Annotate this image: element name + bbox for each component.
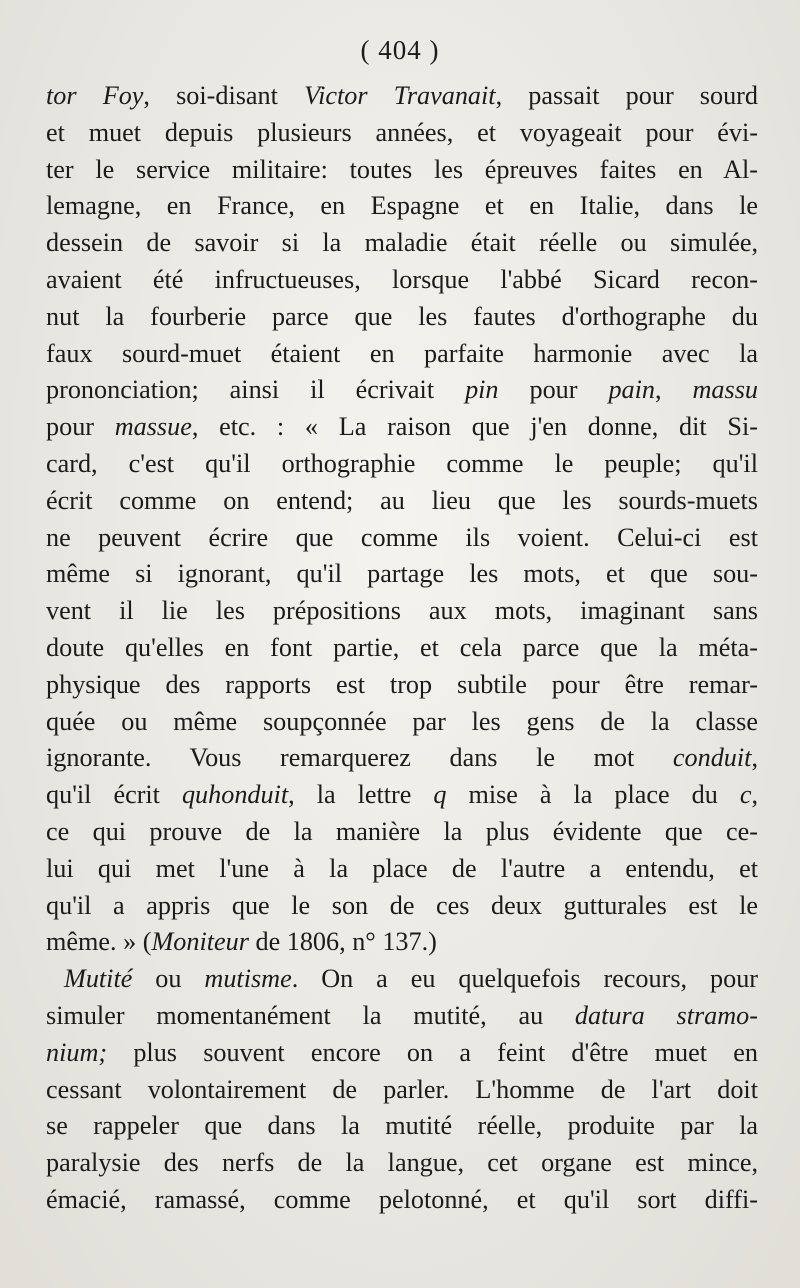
text-run: physique des rapports est trop subtile pour être remar-	[46, 669, 758, 699]
text-run: qu'il écrit	[46, 780, 182, 810]
text-run: pour	[498, 375, 609, 405]
text-line	[46, 409, 758, 446]
text-run: et muet depuis plusieurs années, et voyageait pour évi-	[46, 117, 758, 147]
text-run: , la lettre	[288, 780, 434, 810]
text-line	[46, 115, 758, 152]
text-run: cessant volontairement de parler. L'homme de l'art doit	[46, 1074, 758, 1104]
page-number: ( 404 )	[360, 35, 440, 65]
text-run: prononciation; ainsi il écrivait	[46, 375, 466, 405]
text-run: se rappeler que dans la mutité réelle, produite par la	[46, 1111, 758, 1141]
italic-text: massue	[114, 412, 192, 442]
text-run: mise à la place du	[446, 780, 740, 810]
text-run: doute qu'elles en font partie, et cela parce que la méta-	[46, 632, 758, 662]
text-run: paralysie des nerfs de la langue, cet organe est mince,	[46, 1148, 758, 1178]
text-run: qu'il a appris que le son de ces deux gutturales est le	[46, 890, 758, 920]
text-line	[46, 961, 758, 998]
italic-text: c	[739, 780, 752, 810]
text-run: , soi-disant	[143, 81, 305, 110]
text-line	[46, 630, 758, 667]
text-run: ,	[655, 375, 693, 405]
text-line	[46, 299, 758, 336]
italic-text: pin	[465, 375, 499, 405]
text-line	[46, 814, 758, 851]
text-run: , etc. : « La raison que j'en donne, dit Si-	[191, 412, 758, 442]
text-run: ignorante. Vous remarquerez dans le mot	[46, 743, 673, 773]
text-run: simuler momentanément la mutité, au	[46, 1000, 575, 1030]
text-line	[46, 188, 758, 225]
text-line	[46, 593, 758, 630]
text-line	[46, 924, 758, 961]
text-line	[46, 372, 758, 409]
text-run: ,	[751, 743, 758, 773]
text-run: ou	[132, 964, 205, 994]
text-run: vent il lie les prépositions aux mots, imaginant sans	[46, 596, 758, 626]
text-run: lui qui met l'une à la place de l'autre a entendu, et	[46, 853, 758, 883]
text-line	[46, 1072, 758, 1109]
text-run: quée ou même soupçonnée par les gens de la classe	[46, 706, 758, 736]
text-line	[46, 225, 758, 262]
text-run: ce qui prouve de la manière la plus évidente que ce-	[46, 816, 758, 846]
text-line	[46, 888, 758, 925]
text-run: . On a eu quelquefois recours, pour	[291, 964, 759, 994]
italic-text: pain	[608, 375, 656, 405]
text-line	[46, 152, 758, 189]
text-run: ne peuvent écrire que comme ils voient. Celui-ci est	[46, 522, 758, 552]
text-run: de 1806, n° 137.)	[248, 927, 437, 957]
text-line	[46, 1145, 758, 1182]
text-run: ter le service militaire: toutes les épreuves faites en Al-	[46, 154, 758, 184]
text-run: pour	[46, 412, 115, 442]
text-run: ,	[751, 780, 758, 810]
text-line	[46, 1108, 758, 1145]
italic-text: Victor Travanait	[304, 81, 496, 110]
text-run: plus souvent encore on a feint d'être muet en	[107, 1037, 758, 1067]
text-run: même. » (	[46, 927, 152, 957]
italic-text: conduit	[672, 743, 752, 773]
italic-text: quhonduit	[181, 780, 289, 810]
body-text	[46, 78, 758, 1219]
text-line	[46, 520, 758, 557]
italic-text: q	[433, 780, 447, 810]
text-line	[46, 1182, 758, 1219]
text-run: avaient été infructueuses, lorsque l'abbé Sicard recon-	[46, 264, 758, 294]
text-line	[46, 777, 758, 814]
text-run: lemagne, en France, en Espagne et en Italie, dans le	[46, 191, 758, 221]
text-run: écrit comme on entend; au lieu que les sourds-muets	[46, 485, 758, 515]
italic-text: tor Foy	[46, 81, 144, 110]
text-run: , passait pour sourd	[495, 81, 758, 110]
text-line	[46, 556, 758, 593]
text-run: card, c'est qu'il orthographie comme le peuple; qu'il	[46, 448, 758, 478]
text-run: dessein de savoir si la maladie était réelle ou simulée,	[46, 228, 758, 258]
text-line	[46, 851, 758, 888]
italic-text: Moniteur	[151, 927, 249, 957]
text-run: émacié, ramassé, comme pelotonné, et qu'il sort diffi-	[46, 1184, 758, 1214]
text-run: nut la fourberie parce que les fautes d'orthographe du	[46, 301, 758, 331]
text-line	[46, 483, 758, 520]
italic-text: mutisme	[204, 964, 292, 994]
text-run: faux sourd-muet étaient en parfaite harmonie avec la	[46, 338, 758, 368]
text-line	[46, 446, 758, 483]
italic-text: Mutité	[64, 964, 133, 994]
text-line	[46, 336, 758, 373]
text-line	[46, 740, 758, 777]
text-line	[46, 998, 758, 1035]
italic-text: datura stramo-	[574, 1000, 758, 1030]
text-line	[46, 1035, 758, 1072]
italic-text: nium;	[46, 1037, 108, 1067]
text-line	[46, 78, 758, 115]
text-line	[46, 704, 758, 741]
text-line	[46, 667, 758, 704]
italic-text: massu	[692, 375, 758, 405]
text-run: même si ignorant, qu'il partage les mots, et que sou-	[46, 559, 758, 589]
text-line	[46, 262, 758, 299]
